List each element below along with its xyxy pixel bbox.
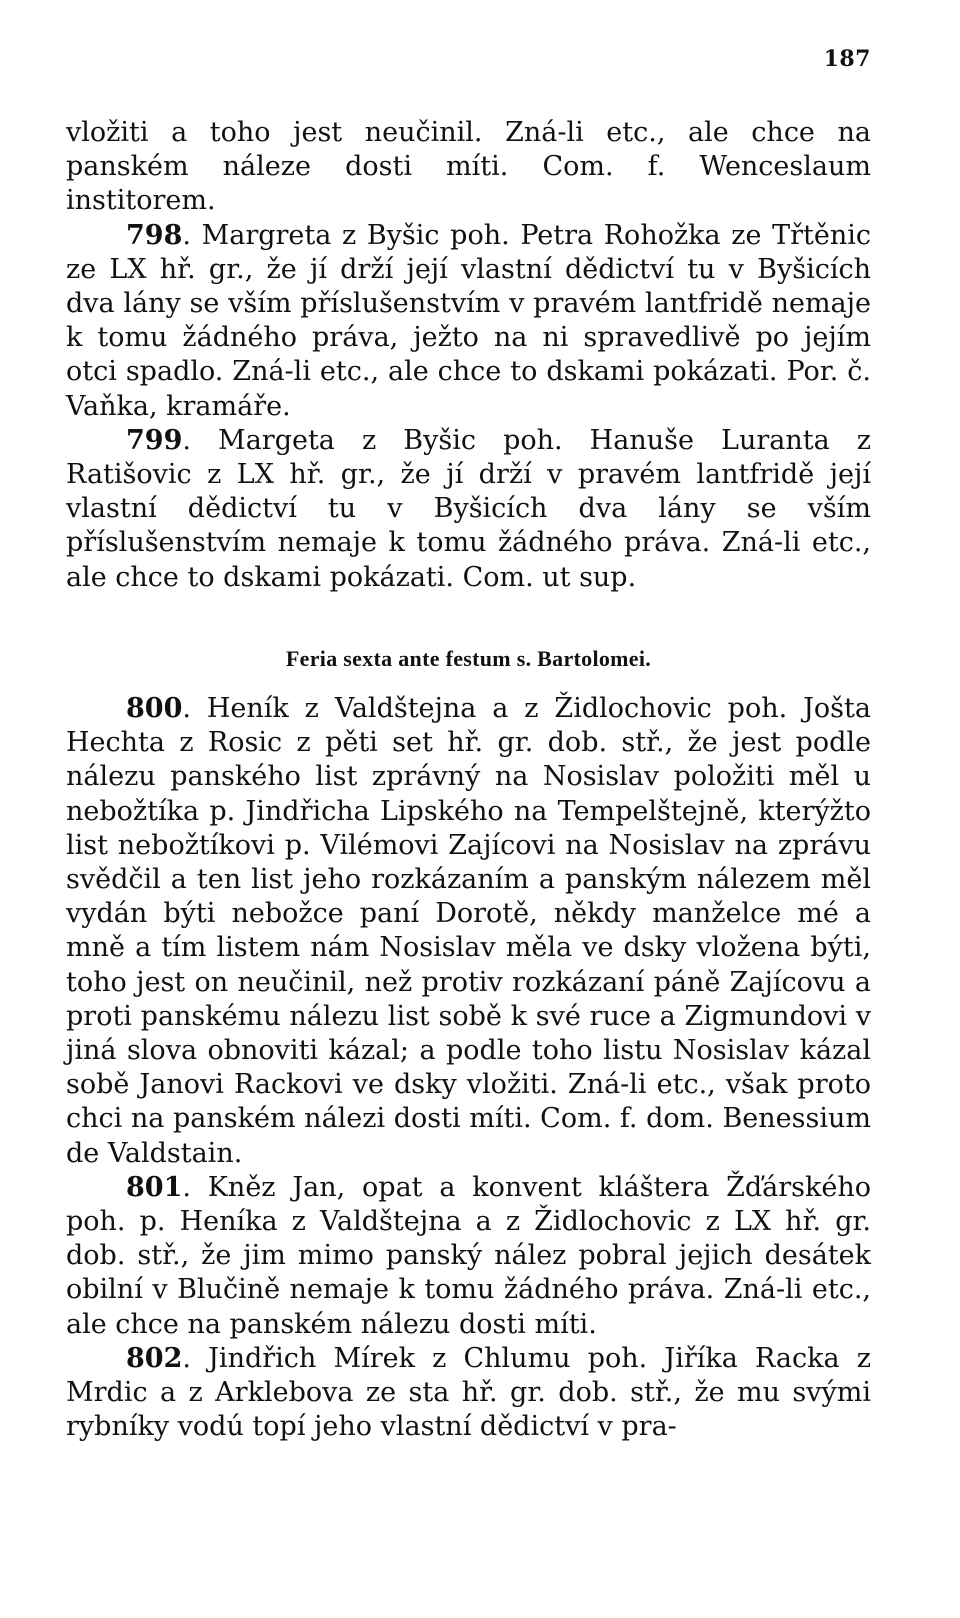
entry-text: . Jindřich Mírek z Chlumu poh. Jiříka Racka z Mrdic a z Arklebova ze sta hř. gr. dob. stř., že mu svými rybníky vodú topí jeho vlastní dědictví v pra- bbox=[66, 1342, 871, 1443]
entry-number: 800 bbox=[126, 693, 183, 724]
entry-798 bbox=[66, 219, 871, 424]
entry-801 bbox=[66, 1171, 871, 1342]
entries-after-heading bbox=[66, 692, 871, 1444]
text-block-1 bbox=[66, 116, 871, 595]
entry-799 bbox=[66, 424, 871, 595]
entry-800 bbox=[66, 692, 871, 1171]
section-heading: Feria sexta ante festum s. Bartolomei. bbox=[285, 646, 652, 671]
text-block-2 bbox=[66, 692, 871, 1444]
entry-number: 802 bbox=[126, 1342, 183, 1374]
entry-802 bbox=[66, 1342, 871, 1445]
entries-before-heading bbox=[66, 116, 871, 595]
entry-text: . Kněz Jan, opat a konvent kláštera Žďárského poh. p. Heníka z Valdštejna a z Židlochovic z LX hř. gr. dob. stř., že jim mimo panský nález pobral jejich desátek obilní v Blučině nemaje k tomu žádného práva. Zná-li etc., ale chce na panském nálezu dosti míti. bbox=[66, 1171, 871, 1340]
continuation-paragraph: vložiti a toho jest neučinil. Zná-li etc., ale chce na panském náleze dosti míti. Com. f. Wenceslaum institorem. bbox=[66, 117, 871, 217]
entry-number: 798 bbox=[126, 219, 183, 251]
entry-text: . Margeta z Byšic poh. Hanuše Luranta z Ratišovic z LX hř. gr., že jí drží v pravém lantfridě její vlastní dědictví tu v Byšicích dva lány se vším příslušenstvím nemaje k tomu žádného práva. Zná-li etc., ale chce to dskami pokázati. Com. ut sup. bbox=[66, 424, 871, 593]
entry-text: . Heník z Valdštejna a z Židlochovic poh. Jošta Hechta z Rosic z pěti set hř. gr. dob. stř., že jest podle nálezu panského list zprávný na Nosislav položiti měl u nebožtíka p. Jindřicha Lipského na Tempelštejně, kterýžto list nebožtíkovi p. Vilémovi Zajícovi na Nosislav na zprávu svědčil a ten list jeho rozkázaním a panským nálezem měl vydán býti nebožce paní Dorotě, někdy manželce mé a mně a tím listem nám Nosislav měla ve dsky vložena býti, toho jest on neučinil, než protiv rozkázaní páně Zajícovu a proti panskému nálezu list sobě k své ruce a Zigmundovi v jiná slova obnoviti kázal; a podle toho listu Nosislav kázal sobě Janovi Rackovi ve dsky vložiti. Zná-li etc., však proto chci na panském nálezi dosti míti. Com. f. dom. Benessium de Valdstain. bbox=[66, 693, 871, 1169]
entry-text: . Margreta z Byšic poh. Petra Rohožka ze Třtěnic ze LX hř. gr., že jí drží její vlastní dědictví tu v Byšicích dva lány se vším příslušenstvím v pravém lantfridě nemaje k tomu žádného práva, ježto na ni spravedlivě po jejím otci spadlo. Zná-li etc., ale chce to dskami pokázati. Por. č. Vaňka, kramáře. bbox=[66, 219, 871, 422]
entry-number: 801 bbox=[126, 1171, 183, 1203]
page-number: 187 bbox=[823, 46, 871, 72]
entry-number: 799 bbox=[126, 424, 183, 456]
